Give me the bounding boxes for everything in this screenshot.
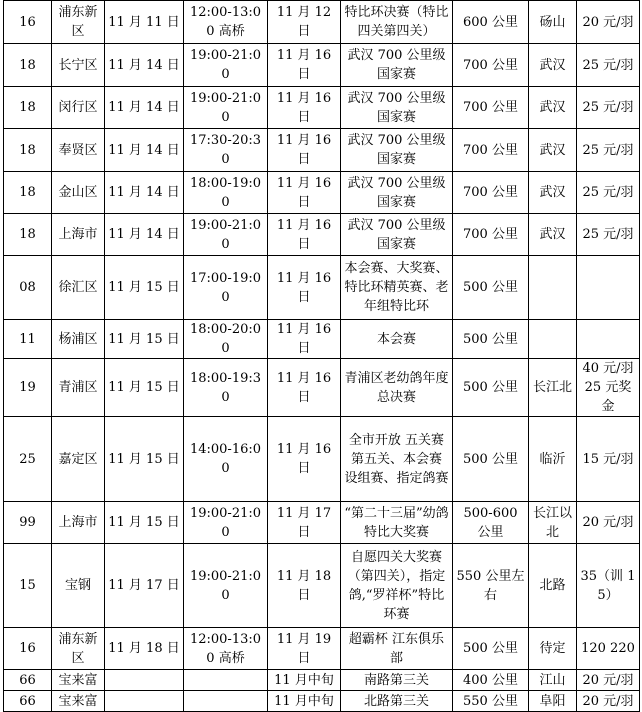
cell-code: 15 [4, 544, 52, 628]
cell-fee: 40 元/羽 25 元奖金 [577, 359, 640, 417]
cell-location: 武汉 [529, 214, 577, 256]
cell-code: 18 [4, 129, 52, 172]
cell-fee: 25 元/羽 [577, 214, 640, 256]
cell-area: 徐汇区 [52, 256, 105, 320]
cell-time [184, 670, 268, 691]
cell-collect: 11 月 14 日 [105, 44, 184, 87]
cell-code: 16 [4, 1, 52, 44]
cell-time: 14:00-16:00 [184, 417, 268, 502]
cell-race: 武汉 700 公里级国家赛 [341, 214, 453, 256]
cell-race: 自愿四关大奖赛（第四关），指定鸽,“罗祥杯”特比环赛 [341, 544, 453, 628]
cell-release: 11 月 16 日 [268, 129, 341, 172]
cell-fee: 120 220 [577, 628, 640, 670]
cell-race: 武汉 700 公里级国家赛 [341, 87, 453, 129]
cell-collect: 11 月 18 日 [105, 628, 184, 670]
cell-fee: 25 元/羽 [577, 129, 640, 172]
cell-area: 金山区 [52, 172, 105, 214]
cell-distance: 400 公里 [453, 670, 529, 691]
cell-code: 18 [4, 214, 52, 256]
cell-location: 北路 [529, 544, 577, 628]
cell-area: 青浦区 [52, 359, 105, 417]
cell-location: 武汉 [529, 172, 577, 214]
table-row [4, 44, 640, 87]
cell-release: 11 月中旬 [268, 670, 341, 691]
table-row [4, 214, 640, 256]
cell-code: 18 [4, 44, 52, 87]
cell-area: 宝钢 [52, 544, 105, 628]
cell-location [529, 256, 577, 320]
cell-fee: 20 元/羽 [577, 502, 640, 544]
cell-collect: 11 月 14 日 [105, 172, 184, 214]
cell-collect [105, 691, 184, 712]
cell-race: 南路第三关 [341, 670, 453, 691]
race-schedule-table [3, 0, 640, 712]
cell-distance: 700 公里 [453, 172, 529, 214]
cell-release: 11 月 16 日 [268, 214, 341, 256]
cell-distance: 550 公里 [453, 691, 529, 712]
cell-location [529, 320, 577, 359]
cell-location: 待定 [529, 628, 577, 670]
cell-race: 武汉 700 公里级国家赛 [341, 172, 453, 214]
cell-time: 12:00-13:00 高桥 [184, 1, 268, 44]
cell-fee [577, 320, 640, 359]
cell-collect: 11 月 14 日 [105, 129, 184, 172]
cell-code: 18 [4, 172, 52, 214]
table-row [4, 691, 640, 712]
cell-race: 武汉 700 公里级国家赛 [341, 44, 453, 87]
cell-fee: 15 元/羽 [577, 417, 640, 502]
table-row [4, 670, 640, 691]
cell-distance: 500 公里 [453, 628, 529, 670]
cell-time: 19:00-21:00 [184, 544, 268, 628]
cell-distance: 700 公里 [453, 214, 529, 256]
cell-race: 青浦区老幼鸽年度总决赛 [341, 359, 453, 417]
cell-race: 全市开放 五关赛第五关、本会赛 设组赛、指定鸽赛 [341, 417, 453, 502]
cell-area: 浦东新区 [52, 1, 105, 44]
cell-race: 本会赛 [341, 320, 453, 359]
cell-race: 武汉 700 公里级国家赛 [341, 129, 453, 172]
cell-distance: 500-600 公里 [453, 502, 529, 544]
cell-release: 11 月 16 日 [268, 320, 341, 359]
cell-race: 北路第三关 [341, 691, 453, 712]
cell-area: 浦东新区 [52, 628, 105, 670]
table-row [4, 129, 640, 172]
cell-location: 江山 [529, 670, 577, 691]
cell-race: 特比环决赛（特比四关第四关） [341, 1, 453, 44]
cell-collect: 11 月 15 日 [105, 417, 184, 502]
cell-distance: 500 公里 [453, 320, 529, 359]
cell-release: 11 月 19 日 [268, 628, 341, 670]
cell-collect: 11 月 15 日 [105, 320, 184, 359]
cell-release: 11 月 16 日 [268, 417, 341, 502]
cell-fee: 25 元/羽 [577, 172, 640, 214]
cell-time: 18:00-19:30 [184, 359, 268, 417]
cell-distance: 500 公里 [453, 417, 529, 502]
table-row [4, 1, 640, 44]
cell-fee: 25 元/羽 [577, 87, 640, 129]
cell-location: 武汉 [529, 87, 577, 129]
cell-time: 19:00-21:00 [184, 87, 268, 129]
cell-location: 临沂 [529, 417, 577, 502]
cell-distance: 500 公里 [453, 256, 529, 320]
cell-race: 超霸杯 江东俱乐部 [341, 628, 453, 670]
cell-distance: 700 公里 [453, 87, 529, 129]
cell-time [184, 691, 268, 712]
cell-location: 长江以北 [529, 502, 577, 544]
cell-location: 武汉 [529, 129, 577, 172]
cell-area: 宝来富 [52, 670, 105, 691]
cell-code: 19 [4, 359, 52, 417]
cell-distance: 500 公里 [453, 359, 529, 417]
cell-location: 砀山 [529, 1, 577, 44]
cell-collect: 11 月 15 日 [105, 256, 184, 320]
cell-time: 18:00-19:00 [184, 172, 268, 214]
cell-code: 25 [4, 417, 52, 502]
cell-time: 12:00-13:00 高桥 [184, 628, 268, 670]
cell-fee: 20 元/羽 [577, 1, 640, 44]
cell-race: 本会赛、大奖赛、特比环精英赛、老年组特比环 [341, 256, 453, 320]
table-row [4, 628, 640, 670]
cell-code: 18 [4, 87, 52, 129]
cell-fee: 20 元/羽 [577, 691, 640, 712]
cell-area: 杨浦区 [52, 320, 105, 359]
cell-code: 08 [4, 256, 52, 320]
cell-code: 16 [4, 628, 52, 670]
cell-area: 宝来富 [52, 691, 105, 712]
cell-collect: 11 月 15 日 [105, 502, 184, 544]
cell-code: 99 [4, 502, 52, 544]
cell-code: 66 [4, 670, 52, 691]
cell-time: 19:00-21:00 [184, 502, 268, 544]
table-row [4, 502, 640, 544]
cell-release: 11 月 16 日 [268, 256, 341, 320]
cell-release: 11 月中旬 [268, 691, 341, 712]
cell-release: 11 月 16 日 [268, 87, 341, 129]
cell-distance: 550 公里左右 [453, 544, 529, 628]
cell-area: 嘉定区 [52, 417, 105, 502]
cell-code: 11 [4, 320, 52, 359]
cell-collect: 11 月 17 日 [105, 544, 184, 628]
cell-time: 18:00-20:00 [184, 320, 268, 359]
cell-fee: 25 元/羽 [577, 44, 640, 87]
cell-time: 19:00-21:00 [184, 44, 268, 87]
table-row [4, 87, 640, 129]
cell-distance: 700 公里 [453, 129, 529, 172]
cell-release: 11 月 16 日 [268, 172, 341, 214]
cell-area: 奉贤区 [52, 129, 105, 172]
cell-release: 11 月 18 日 [268, 544, 341, 628]
cell-area: 上海市 [52, 502, 105, 544]
table-row [4, 256, 640, 320]
cell-area: 长宁区 [52, 44, 105, 87]
cell-fee [577, 256, 640, 320]
cell-time: 17:00-19:00 [184, 256, 268, 320]
cell-release: 11 月 12 日 [268, 1, 341, 44]
cell-collect: 11 月 11 日 [105, 1, 184, 44]
cell-fee: 20 元/羽 [577, 670, 640, 691]
cell-location: 长江北 [529, 359, 577, 417]
cell-collect: 11 月 14 日 [105, 214, 184, 256]
cell-collect [105, 670, 184, 691]
table-row [4, 359, 640, 417]
table-row [4, 320, 640, 359]
table-row [4, 417, 640, 502]
cell-area: 闵行区 [52, 87, 105, 129]
cell-release: 11 月 16 日 [268, 44, 341, 87]
table-row [4, 172, 640, 214]
cell-collect: 11 月 14 日 [105, 87, 184, 129]
cell-distance: 700 公里 [453, 44, 529, 87]
cell-distance: 600 公里 [453, 1, 529, 44]
cell-race: “第二十三届”幼鸽特比大奖赛 [341, 502, 453, 544]
cell-release: 11 月 17 日 [268, 502, 341, 544]
cell-time: 17:30-20:30 [184, 129, 268, 172]
cell-collect: 11 月 15 日 [105, 359, 184, 417]
cell-area: 上海市 [52, 214, 105, 256]
cell-time: 19:00-21:00 [184, 214, 268, 256]
table-row [4, 544, 640, 628]
cell-location: 武汉 [529, 44, 577, 87]
cell-code: 66 [4, 691, 52, 712]
cell-release: 11 月 16 日 [268, 359, 341, 417]
cell-fee: 35（训 15） [577, 544, 640, 628]
cell-location: 阜阳 [529, 691, 577, 712]
